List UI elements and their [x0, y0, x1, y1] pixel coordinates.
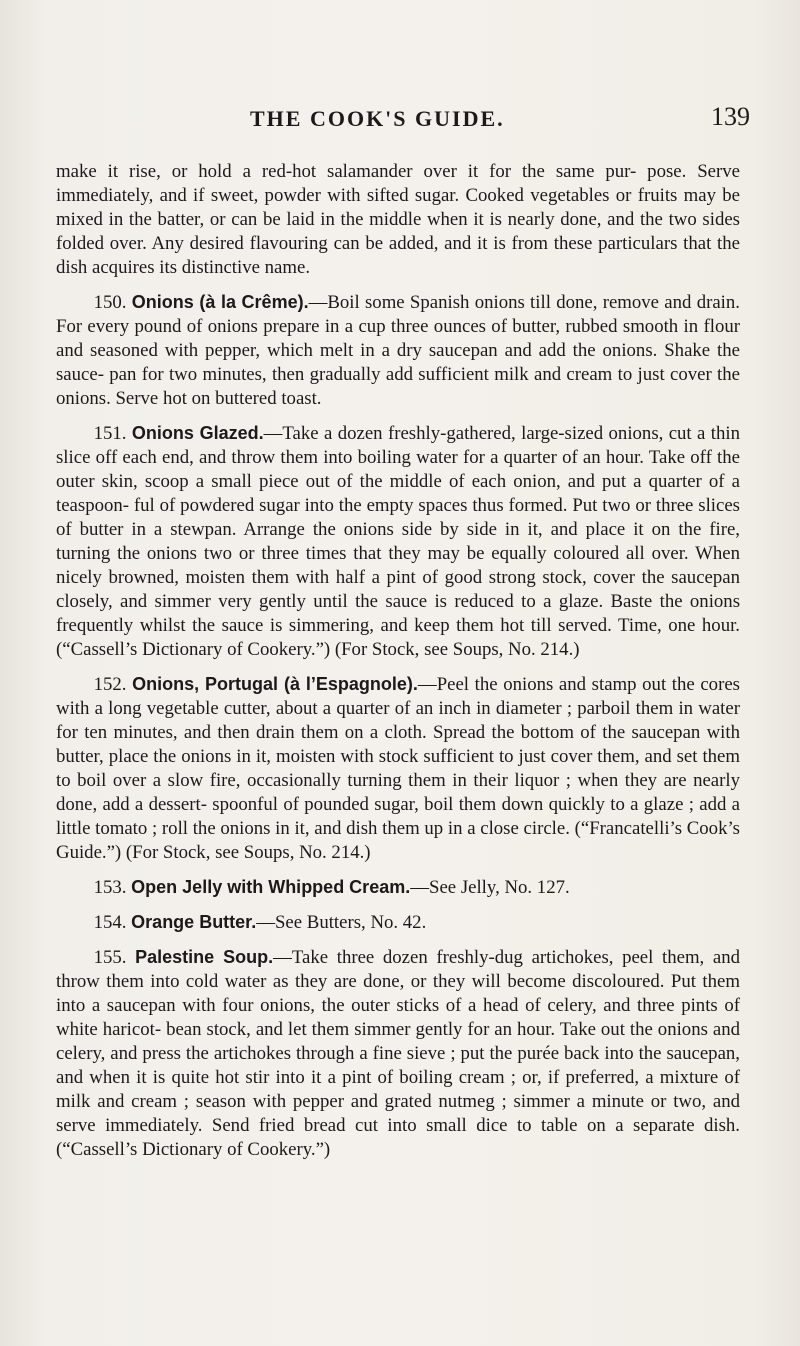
recipe-number: 153. — [93, 877, 127, 898]
recipe-paragraph — [56, 421, 740, 662]
recipe-title: Onions Glazed. — [131, 423, 264, 443]
page-header — [0, 100, 800, 140]
recipe-number: 154. — [93, 912, 127, 933]
recipe-title: Orange Butter. — [131, 912, 257, 932]
recipe-paragraph — [56, 945, 740, 1162]
recipe-number: 152. — [93, 674, 127, 695]
recipe-number: 155. — [93, 947, 127, 968]
recipe-title: Onions (à la Crême). — [131, 292, 309, 312]
recipe-text: —See Jelly, No. 127. — [410, 877, 570, 898]
recipe-number: 151. — [93, 423, 127, 444]
recipe-title: Onions, Portugal (à l’Espagnole). — [132, 674, 418, 694]
page-body — [56, 160, 740, 1162]
recipe-text: —See Butters, No. 42. — [256, 912, 427, 933]
page-number: 139 — [711, 102, 750, 131]
recipe-title: Open Jelly with Whipped Cream. — [131, 877, 411, 897]
recipe-text: —Peel the onions and stamp out the cores with a long vegetable cutter, about a quarter of an inch in diameter ; parboil them in water for ten minutes, and then drain them on a cloth. Spread the bottom of the saucepan with butter, place the onions in it, moisten with stock sufficient to just cover them, and set them to boil over a slow fire, occasionally turning them in their liquor ; when they are nearly done, add a dessert- spoonful of pounded sugar, boil them down quickly to a glaze ; add a little tomato ; roll the onions in it, and dish them up in a close circle. (“Francatelli’s Cook’s Guide.”) (For Stock, see Soups, No. 214.) — [56, 674, 740, 863]
running-head: THE COOK'S GUIDE. — [250, 106, 505, 131]
recipe-paragraph — [56, 910, 740, 935]
recipe-number: 150. — [93, 292, 127, 313]
recipe-text: —Boil some Spanish onions till done, remove and drain. For every pound of onions prepare in a cup three ounces of butter, rubbed smooth in flour and seasoned with pepper, which melt in a dry saucepan and add the onions. Shake the sauce- pan for two minutes, then gradually add sufficient milk and cream to just cover the onions. Serve hot on buttered toast. — [56, 292, 740, 409]
recipe-text: —Take a dozen freshly-gathered, large-sized onions, cut a thin slice off each end, and throw them into boiling water for a quarter of an hour. Take off the outer skin, scoop a small piece out of the middle of each onion, and put a quarter of a teaspoon- ful of powdered sugar into the empty spaces thus formed. Put two or three slices of butter in a stewpan. Arrange the onions side by side in it, and place it on the fire, turning the onions two or three times that they may be equally coloured all over. When nicely browned, moisten them with half a pint of good strong stock, cover the saucepan closely, and simmer very gently until the sauce is reduced to a glaze. Baste the onions frequently whilst the sauce is simmering, and keep them hot till served. Time, one hour. (“Cassell’s Dictionary of Cookery.”) (For Stock, see Soups, No. 214.) — [56, 423, 740, 660]
recipe-title: Palestine Soup. — [135, 947, 274, 967]
intro-paragraph: make it rise, or hold a red-hot salamander over it for the same pur- pose. Serve immediately, and if sweet, powder with sifted sugar. Cooked vegetables or fruits may be mixed in the batter, or can be laid in the middle when it is nearly done, and the two sides folded over. Any desired flavouring can be added, and it is from these particulars that the dish acquires its distinctive name. — [56, 161, 740, 278]
recipe-paragraph — [56, 875, 740, 900]
recipe-paragraph — [56, 290, 740, 411]
recipe-text: —Take three dozen freshly-dug artichokes, peel them, and throw them into cold water as they are done, or they will become discoloured. Put them into a saucepan with four onions, the outer sticks of a head of celery, and three pints of white haricot- bean stock, and let them simmer gently for an hour. Take out the onions and celery, and press the artichokes through a fine sieve ; put the purée back into the saucepan, and when it is quite hot stir into it a pint of boiling cream ; or, if preferred, a mixture of milk and cream ; season with pepper and grated nutmeg ; simmer a minute or two, and serve immediately. Send fried bread cut into small dice to table on a separate dish. (“Cassell’s Dictionary of Cookery.”) — [56, 947, 740, 1160]
recipe-paragraph — [56, 672, 740, 865]
